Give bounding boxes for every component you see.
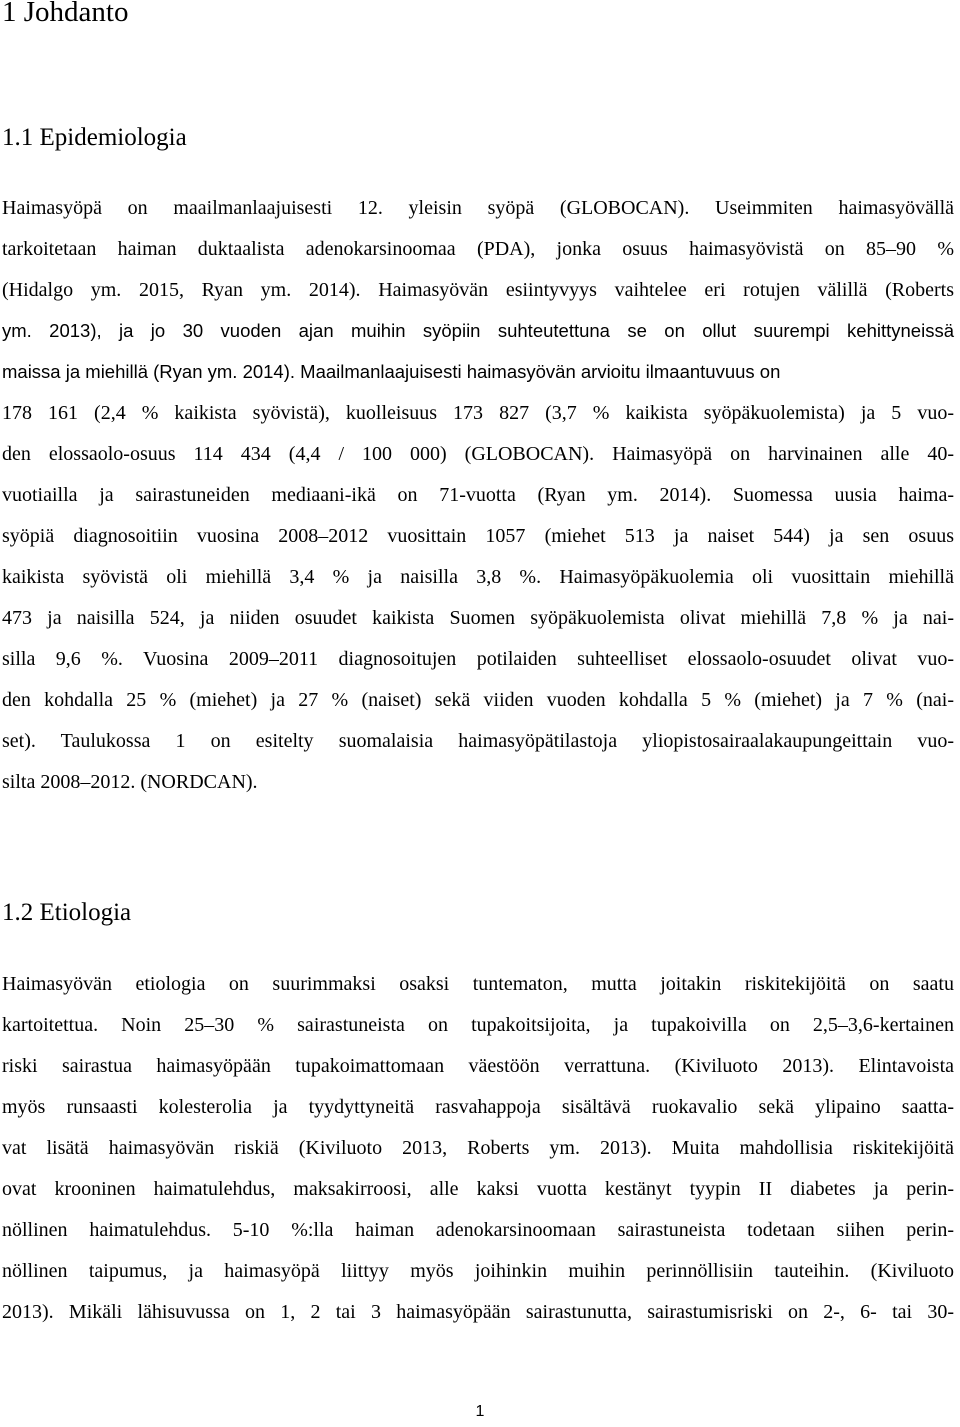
body-line: vat lisätä haimasyövän riskiä (Kiviluoto 2013, Roberts ym. 2013). Muita mahdollisia riskitekijöitä [2,1137,954,1159]
section-heading-epidemiologia: 1.1 Epidemiologia [2,124,187,151]
body-line: ovat krooninen haimatulehdus, maksakirroosi, alle kaksi vuotta kestänyt tyypin II diabetes ja perin- [2,1178,954,1200]
body-line: ym. 2013), ja jo 30 vuoden ajan muihin syöpiin suhteutettuna se on ollut suurempi kehittyneissä [2,320,954,341]
body-line: nöllinen haimatulehdus. 5-10 %:lla haiman adenokarsinoomaan sairastuneista todetaan siihen perin- [2,1219,954,1241]
body-line: silta 2008–2012. (NORDCAN). [2,771,258,793]
body-line: myös runsaasti kolesterolia ja tyydyttyneitä rasvahappoja sisältävä ruokavalio sekä ylipaino saatta- [2,1096,954,1118]
chapter-title: 1 Johdanto [2,0,129,28]
body-line: riski sairastua haimasyöpään tupakoimattomaan väestöön verrattuna. (Kiviluoto 2013). Elintavoista [2,1055,954,1077]
section-heading-etiologia: 1.2 Etiologia [2,899,132,926]
body-line: 473 ja naisilla 524, ja niiden osuudet kaikista Suomen syöpäkuolemista olivat miehillä 7,8 % ja nai- [2,607,954,629]
body-line: 178 161 (2,4 % kaikista syövistä), kuolleisuus 173 827 (3,7 % kaikista syöpäkuolemista) ja 5 vuo- [2,402,954,424]
body-line: den kohdalla 25 % (miehet) ja 27 % (naiset) sekä viiden vuoden kohdalla 5 % (miehet) ja 7 % (nai- [2,689,954,711]
body-line: Haimasyövän etiologia on suurimmaksi osaksi tuntematon, mutta joitakin riskitekijöitä on saatu [2,973,954,995]
body-line: silla 9,6 %. Vuosina 2009–2011 diagnosoitujen potilaiden suhteelliset elossaolo-osuudet olivat vuo- [2,648,954,670]
page-number: 1 [475,1403,485,1420]
body-line: 2013). Mikäli lähisuvussa on 1, 2 tai 3 haimasyöpään sairastunutta, sairastumisriski on 2-, 6- tai 30- [2,1301,954,1323]
body-line: nöllinen taipumus, ja haimasyöpä liittyy myös joihinkin muihin perinnöllisiin tauteihin. (Kiviluoto [2,1260,954,1282]
body-line: den elossaolo-osuus 114 434 (4,4 / 100 000) (GLOBOCAN). Haimasyöpä on harvinainen alle 40- [2,443,954,465]
body-line: kaikista syövistä oli miehillä 3,4 % ja naisilla 3,8 %. Haimasyöpäkuolemia oli vuosittain miehillä [2,566,954,588]
body-line: tarkoitetaan haiman duktaalista adenokarsinoomaa (PDA), jonka osuus haimasyövistä on 85–90 % [2,238,954,260]
body-line: set). Taulukossa 1 on esitelty suomalaisia haimasyöpätilastoja yliopistosairaalakaupungeittain vuo- [2,730,954,752]
body-line: maissa ja miehillä (Ryan ym. 2014). Maailmanlaajuisesti haimasyövän arvioitu ilmaantuvuus on [2,361,781,382]
body-line: kartoitettua. Noin 25–30 % sairastuneista on tupakoitsijoita, ja tupakoivilla on 2,5–3,6-kertainen [2,1014,954,1036]
body-line: syöpiä diagnosoitiin vuosina 2008–2012 vuosittain 1057 (miehet 513 ja naiset 544) ja sen osuus [2,525,954,547]
body-line: vuotiailla ja sairastuneiden mediaani-ikä on 71-vuotta (Ryan ym. 2014). Suomessa uusia haima- [2,484,954,506]
body-line: (Hidalgo ym. 2015, Ryan ym. 2014). Haimasyövän esiintyvyys vaihtelee eri rotujen välillä (Roberts [2,279,954,301]
body-line: Haimasyöpä on maailmanlaajuisesti 12. yleisin syöpä (GLOBOCAN). Useimmiten haimasyövällä [2,197,954,219]
